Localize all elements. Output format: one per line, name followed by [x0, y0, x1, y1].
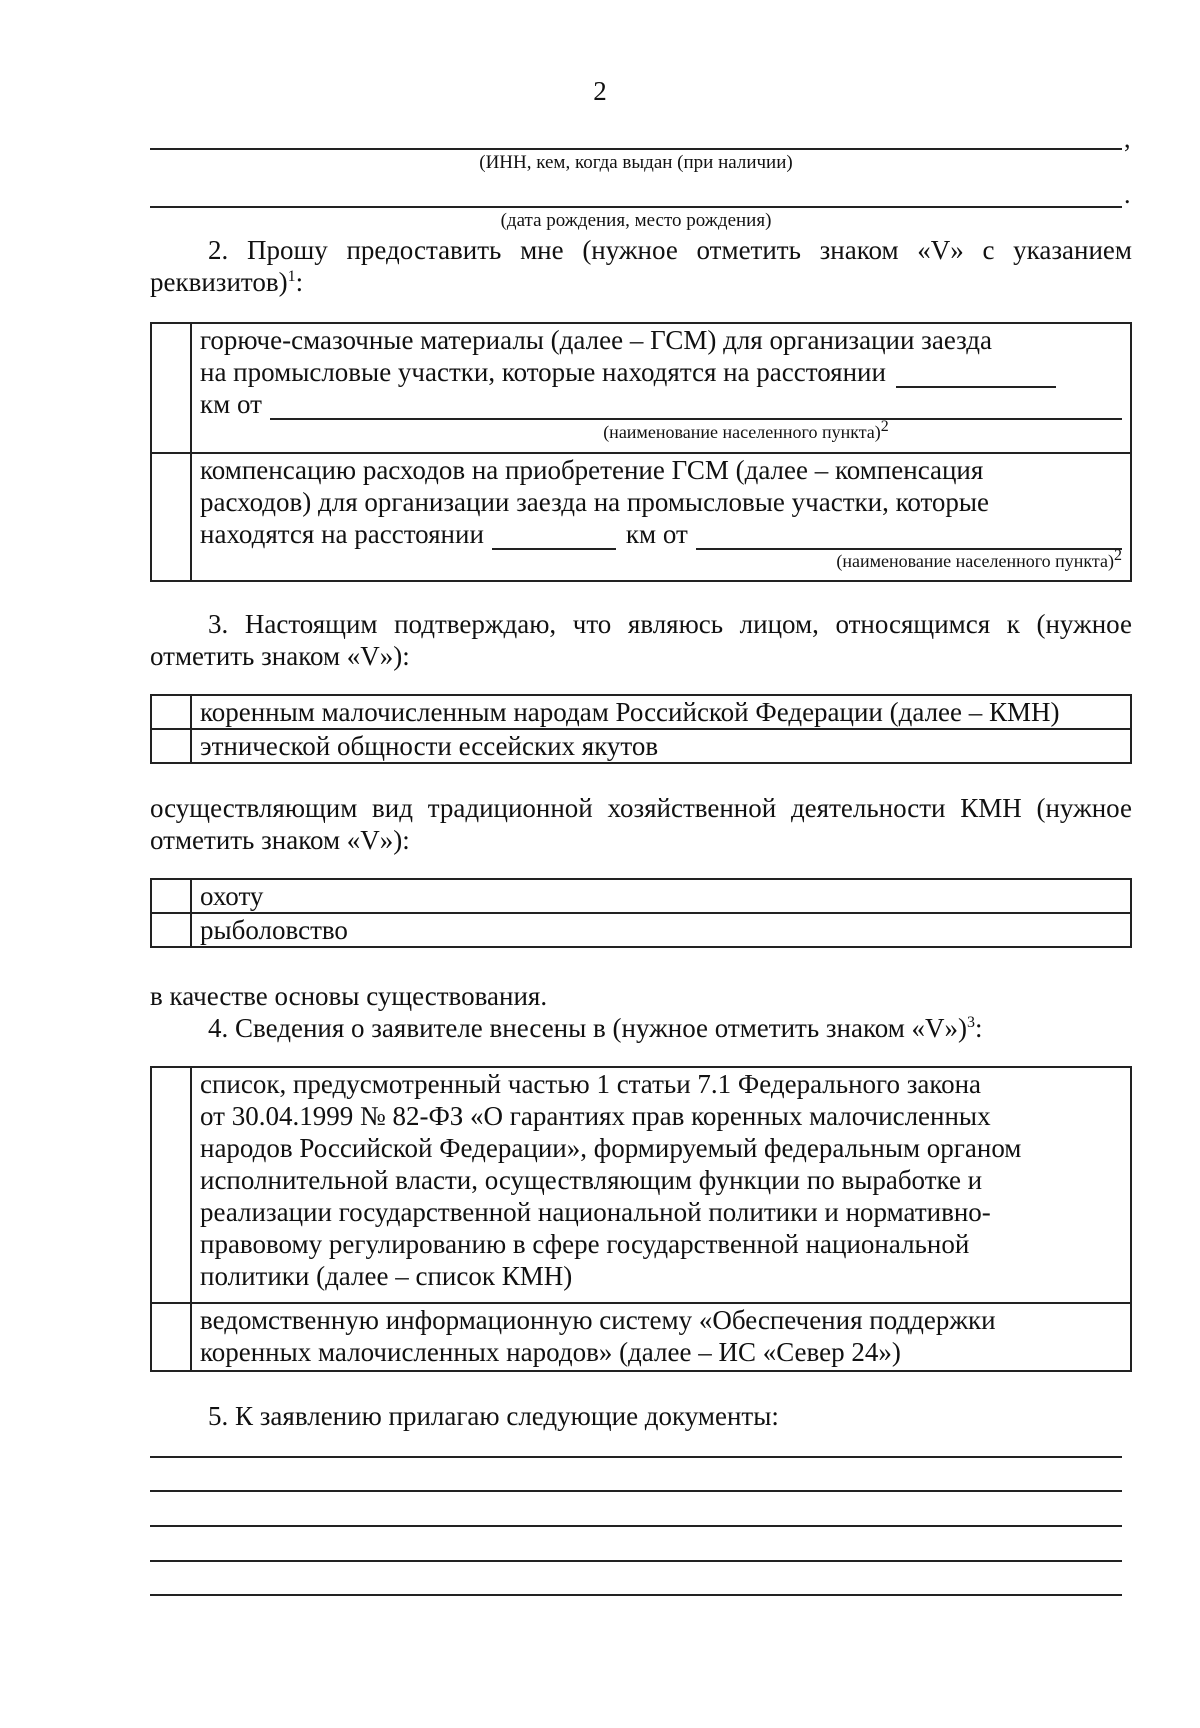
birth-input-line[interactable] — [150, 206, 1122, 208]
birth-caption: (дата рождения, место рождения) — [500, 210, 772, 231]
option-yakuts-label: этнической общности ессейских якутов — [191, 729, 1131, 763]
option-kmn-list-text: список, предусмотренный частью 1 статьи 7.1 Федерального закона от 30.04.1999 № 82-ФЗ «О гарантиях прав коренных малочисленных народов Российской Федерации», формируемый федеральным органом исполнительной власти, осуществляющим функции по выработке и реализации государственной национальной политики и нормативно- правовому регулированию в сфере государственной национальной политики (далее – список КМН) — [191, 1067, 1131, 1303]
option-row-kmn — [151, 695, 1131, 729]
option-row-gsm — [151, 323, 1131, 453]
activity-heading: осуществляющим вид традиционной хозяйственной деятельности КМН (нужное отметить знаком «V»): — [150, 793, 1132, 855]
documents-line-1[interactable] — [150, 1456, 1122, 1458]
section-3-heading: 3. Настоящим подтверждаю, что являюсь лицом, относящимся к (нужное отметить знаком «V»): — [150, 609, 1132, 671]
checkbox-compensation[interactable] — [151, 453, 191, 581]
documents-line-3[interactable] — [150, 1525, 1122, 1527]
option-kmn-label: коренным малочисленным народам Российской Федерации (далее – КМН) — [191, 695, 1131, 729]
option-gsm-text: горюче-смазочные материалы (далее – ГСМ) для организации заезда на промысловые участки, которые находятся на расстоянии км от (наименование населенного пункта)$^2$ — [191, 323, 1131, 453]
section-2-heading: 2. Прошу предоставить мне (нужное отметить знаком «V» с указанием реквизитов)$^1$: — [150, 235, 1132, 297]
checkbox-yakuts[interactable] — [151, 729, 191, 763]
option-row-yakuts — [151, 729, 1131, 763]
section-2-options — [150, 322, 1132, 582]
option-row-fishing — [151, 913, 1131, 947]
settlement-caption-gsm: (наименование населенного пункта)$^2$ — [603, 418, 889, 442]
basis-text: в качестве основы существования. — [150, 981, 548, 1011]
settlement-input-gsm[interactable] — [270, 394, 1122, 420]
documents-line-4[interactable] — [150, 1560, 1122, 1562]
birth-trailing-period: . — [1124, 180, 1131, 209]
inn-caption: (ИНН, кем, когда выдан (при наличии) — [479, 152, 793, 173]
checkbox-kmn-list[interactable] — [151, 1067, 191, 1303]
checkbox-fishing[interactable] — [151, 913, 191, 947]
section-4-options — [150, 1066, 1132, 1372]
option-row-sever24 — [151, 1303, 1131, 1371]
documents-line-2[interactable] — [150, 1490, 1122, 1492]
checkbox-sever24[interactable] — [151, 1303, 191, 1371]
distance-input-gsm[interactable] — [896, 364, 1056, 388]
settlement-input-compensation[interactable] — [696, 524, 1122, 550]
inn-trailing-comma: , — [1124, 124, 1131, 153]
option-fishing-label: рыболовство — [191, 913, 1131, 947]
checkbox-kmn[interactable] — [151, 695, 191, 729]
documents-line-5[interactable] — [150, 1594, 1122, 1596]
option-compensation-text: компенсацию расходов на приобретение ГСМ (далее – компенсация расходов) для организации заезда на промысловые участки, которые находятся на расстоянии км от (наименование населенного пункта)$^2$ — [191, 453, 1131, 581]
option-row-compensation — [151, 453, 1131, 581]
page-number: 2 — [593, 76, 607, 106]
activity-options — [150, 878, 1132, 948]
option-row-hunting — [151, 879, 1131, 913]
option-row-kmn-list — [151, 1067, 1131, 1303]
checkbox-hunting[interactable] — [151, 879, 191, 913]
section-3-options — [150, 694, 1132, 764]
settlement-caption-compensation: (наименование населенного пункта)$^2$ — [836, 547, 1122, 571]
section-5-heading: 5. К заявлению прилагаю следующие документы: — [208, 1401, 779, 1431]
section-4-heading: 4. Сведения о заявителе внесены в (нужное отметить знаком «V»)$^3$: — [208, 1013, 983, 1043]
option-hunting-label: охоту — [191, 879, 1131, 913]
inn-input-line[interactable] — [150, 148, 1122, 150]
checkbox-gsm[interactable] — [151, 323, 191, 453]
distance-input-compensation[interactable] — [492, 526, 616, 550]
option-sever24-text: ведомственную информационную систему «Обеспечения поддержки коренных малочисленных народов» (далее – ИС «Север 24») — [191, 1303, 1131, 1371]
